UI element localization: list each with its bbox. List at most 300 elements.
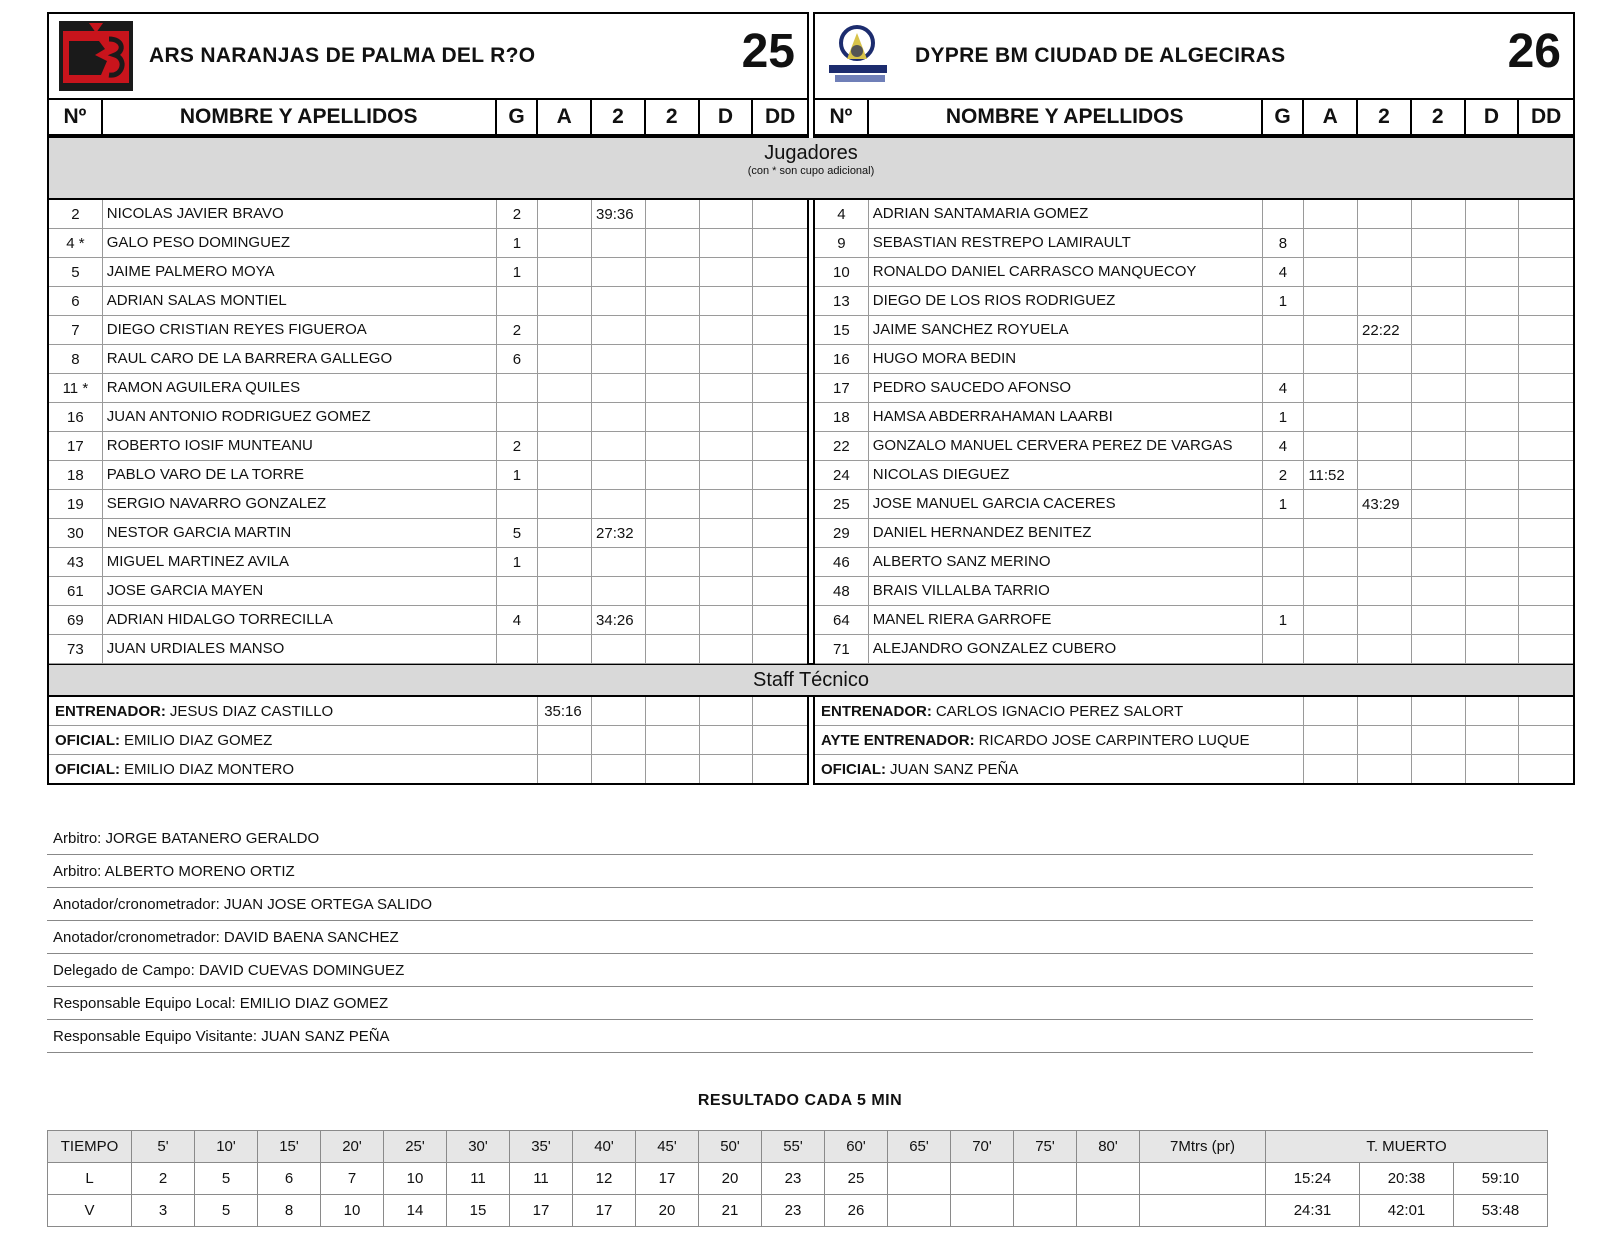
home-team-score: 25 (741, 25, 795, 78)
player-number: 25 (815, 490, 869, 518)
player-row (815, 461, 1573, 490)
player-double-disqualification (1519, 490, 1573, 518)
staff-time (1519, 755, 1573, 783)
player-disqualification (1466, 258, 1520, 286)
player-disqualification (700, 345, 754, 373)
player-suspension-1 (592, 635, 646, 663)
staff-role: OFICIAL: (821, 760, 886, 778)
staff-section-title: Staff Técnico (753, 668, 869, 691)
away-team-header (815, 14, 1573, 100)
player-warning (538, 490, 592, 518)
player-disqualification (1466, 577, 1520, 605)
player-name: MANEL RIERA GARROFE (869, 606, 1263, 634)
player-suspension-1 (1358, 258, 1412, 286)
staff-time (700, 755, 754, 783)
player-goals: 1 (497, 548, 539, 576)
player-disqualification (1466, 548, 1520, 576)
player-goals: 2 (497, 316, 539, 344)
player-row (49, 519, 807, 548)
player-double-disqualification (1519, 577, 1573, 605)
staff-time (592, 697, 646, 725)
player-suspension-1 (592, 432, 646, 460)
player-warning (538, 577, 592, 605)
player-name: HAMSA ABDERRAHAMAN LAARBI (869, 403, 1263, 431)
player-warning (1304, 432, 1358, 460)
player-disqualification (700, 403, 754, 431)
results-score-cell: 17 (510, 1195, 573, 1227)
player-double-disqualification (1519, 606, 1573, 634)
player-row (815, 316, 1573, 345)
player-suspension-2 (1412, 548, 1466, 576)
player-suspension-1 (592, 287, 646, 315)
results-score-cell (888, 1195, 951, 1227)
player-suspension-2 (1412, 200, 1466, 228)
results-score-cell (1014, 1195, 1077, 1227)
results-row (48, 1195, 1548, 1227)
player-double-disqualification (753, 200, 807, 228)
player-name: ADRIAN SANTAMARIA GOMEZ (869, 200, 1263, 228)
player-name: RONALDO DANIEL CARRASCO MANQUECOY (869, 258, 1263, 286)
staff-row (815, 755, 1573, 783)
player-number: 6 (49, 287, 103, 315)
results-header-cell: 20' (321, 1131, 384, 1163)
player-suspension-2 (646, 519, 700, 547)
player-suspension-1 (1358, 635, 1412, 663)
player-suspension-1 (592, 258, 646, 286)
player-warning (1304, 258, 1358, 286)
player-warning (538, 316, 592, 344)
player-suspension-2 (1412, 577, 1466, 605)
staff-member (49, 726, 538, 754)
results-score-cell: 23 (762, 1163, 825, 1195)
staff-time (1412, 726, 1466, 754)
results-header-cell: 60' (825, 1131, 888, 1163)
results-header-row (48, 1131, 1548, 1163)
staff-member (49, 755, 538, 783)
player-suspension-2 (1412, 229, 1466, 257)
player-suspension-1 (592, 403, 646, 431)
player-disqualification (1466, 432, 1520, 460)
player-name: BRAIS VILLALBA TARRIO (869, 577, 1263, 605)
player-number: 16 (815, 345, 869, 373)
player-warning (538, 461, 592, 489)
player-disqualification (1466, 316, 1520, 344)
player-disqualification (1466, 461, 1520, 489)
results-score-cell: 8 (258, 1195, 321, 1227)
col-warning: A (538, 100, 592, 134)
player-disqualification (1466, 490, 1520, 518)
player-disqualification (700, 432, 754, 460)
player-suspension-2 (1412, 635, 1466, 663)
player-number: 2 (49, 200, 103, 228)
player-number: 10 (815, 258, 869, 286)
player-name: DIEGO DE LOS RIOS RODRIGUEZ (869, 287, 1263, 315)
player-disqualification (1466, 200, 1520, 228)
staff-time (538, 755, 592, 783)
staff-time (700, 726, 754, 754)
players-section-note: (con * son cupo adicional) (747, 165, 875, 177)
home-team-header (49, 14, 807, 100)
staff-name: CARLOS IGNACIO PEREZ SALORT (935, 702, 1184, 720)
player-number: 73 (49, 635, 103, 663)
player-double-disqualification (1519, 432, 1573, 460)
player-number: 9 (815, 229, 869, 257)
away-players-table (813, 200, 1575, 664)
player-warning (538, 635, 592, 663)
official-line: Responsable Equipo Visitante: JUAN SANZ PEÑA (47, 1020, 1533, 1053)
staff-tables (47, 697, 1575, 785)
player-name: ADRIAN SALAS MONTIEL (103, 287, 497, 315)
staff-time (592, 726, 646, 754)
player-suspension-2 (646, 548, 700, 576)
player-goals (1263, 519, 1305, 547)
player-suspension-2 (646, 287, 700, 315)
player-suspension-1 (1358, 577, 1412, 605)
player-disqualification (1466, 345, 1520, 373)
player-goals: 1 (497, 258, 539, 286)
player-suspension-2 (1412, 345, 1466, 373)
official-line: Anotador/cronometrador: JUAN JOSE ORTEGA SALIDO (47, 888, 1533, 921)
player-number: 13 (815, 287, 869, 315)
player-warning (538, 258, 592, 286)
player-suspension-2 (646, 374, 700, 402)
player-goals (1263, 200, 1305, 228)
player-row (815, 200, 1573, 229)
results-score-cell: 11 (447, 1163, 510, 1195)
player-warning (1304, 606, 1358, 634)
col-disqualification: D (700, 100, 754, 134)
player-double-disqualification (1519, 461, 1573, 489)
staff-time (1304, 726, 1358, 754)
player-disqualification (700, 548, 754, 576)
player-suspension-1 (1358, 519, 1412, 547)
player-goals (497, 374, 539, 402)
player-name: JUAN URDIALES MANSO (103, 635, 497, 663)
results-header-cell: TIEMPO (48, 1131, 132, 1163)
player-suspension-2 (646, 200, 700, 228)
player-suspension-2 (646, 490, 700, 518)
player-name: ADRIAN HIDALGO TORRECILLA (103, 606, 497, 634)
player-double-disqualification (753, 258, 807, 286)
player-disqualification (1466, 229, 1520, 257)
player-name: SERGIO NAVARRO GONZALEZ (103, 490, 497, 518)
staff-time (1519, 726, 1573, 754)
player-disqualification (700, 577, 754, 605)
player-goals: 4 (1263, 258, 1305, 286)
staff-name: EMILIO DIAZ GOMEZ (124, 731, 273, 749)
player-number: 64 (815, 606, 869, 634)
player-double-disqualification (1519, 345, 1573, 373)
player-goals: 2 (497, 432, 539, 460)
player-double-disqualification (753, 229, 807, 257)
player-goals: 1 (1263, 606, 1305, 634)
player-double-disqualification (1519, 519, 1573, 547)
official-line: Arbitro: JORGE BATANERO GERALDO (47, 822, 1533, 855)
player-suspension-1 (1358, 287, 1412, 315)
player-suspension-1: 27:32 (592, 519, 646, 547)
player-suspension-1 (592, 548, 646, 576)
player-goals: 1 (1263, 490, 1305, 518)
timeout-cell: 20:38 (1360, 1163, 1454, 1195)
staff-time (1466, 697, 1520, 725)
col-num: Nº (815, 100, 869, 134)
player-suspension-1 (592, 316, 646, 344)
player-goals: 8 (1263, 229, 1305, 257)
player-suspension-2 (1412, 403, 1466, 431)
results-header-cell: 75' (1014, 1131, 1077, 1163)
timeout-cell: 53:48 (1454, 1195, 1548, 1227)
away-column-header (815, 100, 1573, 136)
player-suspension-1 (1358, 606, 1412, 634)
player-number: 8 (49, 345, 103, 373)
player-warning (1304, 287, 1358, 315)
player-warning (1304, 345, 1358, 373)
results-score-cell: 3 (132, 1195, 195, 1227)
player-suspension-2 (1412, 287, 1466, 315)
player-number: 7 (49, 316, 103, 344)
official-line: Responsable Equipo Local: EMILIO DIAZ GOMEZ (47, 987, 1533, 1020)
player-double-disqualification (1519, 635, 1573, 663)
results-header-cell: 10' (195, 1131, 258, 1163)
player-number: 18 (815, 403, 869, 431)
player-row (815, 345, 1573, 374)
results-score-cell: 10 (321, 1195, 384, 1227)
results-score-cell: 20 (699, 1163, 762, 1195)
player-row (49, 316, 807, 345)
player-suspension-1 (592, 577, 646, 605)
player-name: SEBASTIAN RESTREPO LAMIRAULT (869, 229, 1263, 257)
player-suspension-2 (646, 258, 700, 286)
staff-member (815, 755, 1304, 783)
results-header-cell: 5' (132, 1131, 195, 1163)
col-name: NOMBRE Y APELLIDOS (869, 100, 1263, 134)
player-number: 15 (815, 316, 869, 344)
player-goals (1263, 635, 1305, 663)
player-row (815, 635, 1573, 664)
player-row (49, 345, 807, 374)
player-number: 24 (815, 461, 869, 489)
player-suspension-1 (1358, 432, 1412, 460)
player-double-disqualification (753, 577, 807, 605)
player-double-disqualification (753, 316, 807, 344)
player-double-disqualification (753, 490, 807, 518)
staff-time (646, 726, 700, 754)
player-row (49, 258, 807, 287)
players-tables (47, 200, 1575, 664)
results-score-cell (1077, 1163, 1140, 1195)
staff-row (49, 755, 807, 783)
staff-row (49, 697, 807, 726)
player-suspension-2 (646, 606, 700, 634)
staff-time (1519, 697, 1573, 725)
player-row (49, 200, 807, 229)
staff-section-header (47, 663, 1575, 697)
player-goals: 2 (497, 200, 539, 228)
timeout-cell: 15:24 (1266, 1163, 1360, 1195)
col-name: NOMBRE Y APELLIDOS (103, 100, 497, 134)
results-score-cell: 14 (384, 1195, 447, 1227)
player-suspension-1 (592, 374, 646, 402)
results-header-cell: 30' (447, 1131, 510, 1163)
away-team-name: DYPRE BM CIUDAD DE ALGECIRAS (915, 44, 1286, 67)
player-goals (1263, 316, 1305, 344)
staff-time (646, 697, 700, 725)
player-row (49, 548, 807, 577)
results-score-cell (888, 1163, 951, 1195)
player-row (49, 490, 807, 519)
players-section-title: Jugadores (764, 142, 858, 164)
player-double-disqualification (753, 345, 807, 373)
player-warning (1304, 519, 1358, 547)
col-suspension-1: 2 (1358, 100, 1412, 134)
player-warning (1304, 229, 1358, 257)
staff-member (815, 726, 1304, 754)
staff-name: EMILIO DIAZ MONTERO (124, 760, 295, 778)
player-name: JAIME PALMERO MOYA (103, 258, 497, 286)
player-warning (1304, 200, 1358, 228)
player-number: 71 (815, 635, 869, 663)
col-double-disqualification: DD (1530, 105, 1562, 128)
player-warning (538, 200, 592, 228)
player-name: PEDRO SAUCEDO AFONSO (869, 374, 1263, 402)
player-warning (538, 403, 592, 431)
player-disqualification (700, 461, 754, 489)
player-disqualification (1466, 374, 1520, 402)
staff-name: JESUS DIAZ CASTILLO (169, 702, 334, 720)
player-goals (1263, 345, 1305, 373)
player-suspension-2 (1412, 490, 1466, 518)
player-double-disqualification (753, 374, 807, 402)
player-warning (1304, 403, 1358, 431)
player-suspension-1 (1358, 200, 1412, 228)
timeout-header: T. MUERTO (1266, 1131, 1548, 1163)
col-goals: G (1263, 100, 1305, 134)
player-goals: 1 (497, 229, 539, 257)
results-header-cell: 40' (573, 1131, 636, 1163)
home-team-block (47, 12, 809, 138)
player-row (49, 577, 807, 606)
results-score-cell (951, 1163, 1014, 1195)
player-suspension-1 (1358, 461, 1412, 489)
col-goals: G (497, 100, 539, 134)
player-name: DANIEL HERNANDEZ BENITEZ (869, 519, 1263, 547)
player-double-disqualification (1519, 316, 1573, 344)
staff-time (700, 697, 754, 725)
player-name: ALBERTO SANZ MERINO (869, 548, 1263, 576)
player-name: ALEJANDRO GONZALEZ CUBERO (869, 635, 1263, 663)
player-number: 43 (49, 548, 103, 576)
player-disqualification (700, 519, 754, 547)
player-suspension-2 (1412, 432, 1466, 460)
timeout-cell: 59:10 (1454, 1163, 1548, 1195)
staff-time (538, 726, 592, 754)
staff-role: ENTRENADOR: (55, 702, 166, 720)
player-row (815, 258, 1573, 287)
player-disqualification (700, 374, 754, 402)
player-double-disqualification (1519, 403, 1573, 431)
player-goals (497, 635, 539, 663)
results-score-cell (1140, 1163, 1266, 1195)
results-score-cell: 21 (699, 1195, 762, 1227)
player-warning (1304, 374, 1358, 402)
player-suspension-2 (1412, 258, 1466, 286)
col-double-disqualification: DD (764, 105, 796, 128)
player-warning (1304, 490, 1358, 518)
player-name: NESTOR GARCIA MARTIN (103, 519, 497, 547)
timeout-cell: 24:31 (1266, 1195, 1360, 1227)
col-disqualification: D (1466, 100, 1520, 134)
staff-role: AYTE ENTRENADOR: (821, 731, 975, 749)
player-goals: 1 (1263, 287, 1305, 315)
player-goals: 6 (497, 345, 539, 373)
player-suspension-2 (646, 316, 700, 344)
player-row (49, 374, 807, 403)
results-header-cell: 50' (699, 1131, 762, 1163)
player-double-disqualification (753, 287, 807, 315)
player-disqualification (700, 258, 754, 286)
player-suspension-1 (1358, 403, 1412, 431)
player-row (815, 403, 1573, 432)
col-suspension-2: 2 (646, 100, 700, 134)
results-header-cell: 65' (888, 1131, 951, 1163)
player-number: 69 (49, 606, 103, 634)
player-disqualification (1466, 519, 1520, 547)
player-warning (538, 519, 592, 547)
results-score-cell: 5 (195, 1195, 258, 1227)
player-double-disqualification (753, 606, 807, 634)
results-score-cell (1140, 1195, 1266, 1227)
player-suspension-2 (646, 635, 700, 663)
results-header-cell: 70' (951, 1131, 1014, 1163)
player-suspension-2 (646, 403, 700, 431)
staff-row (815, 726, 1573, 755)
player-suspension-1 (592, 461, 646, 489)
player-row (49, 432, 807, 461)
player-row (815, 287, 1573, 316)
results-score-cell: 2 (132, 1163, 195, 1195)
player-name: HUGO MORA BEDIN (869, 345, 1263, 373)
results-score-cell: 17 (573, 1195, 636, 1227)
player-goals (497, 403, 539, 431)
player-goals (497, 577, 539, 605)
player-warning: 11:52 (1304, 461, 1358, 489)
player-double-disqualification (1519, 200, 1573, 228)
player-number: 29 (815, 519, 869, 547)
player-number: 19 (49, 490, 103, 518)
player-row (49, 229, 807, 258)
player-suspension-1 (592, 229, 646, 257)
player-suspension-1 (592, 345, 646, 373)
results-score-cell: 7 (321, 1163, 384, 1195)
player-suspension-1: 34:26 (592, 606, 646, 634)
player-number: 17 (49, 432, 103, 460)
results-score-cell: 5 (195, 1163, 258, 1195)
player-double-disqualification (753, 403, 807, 431)
staff-time (1358, 697, 1412, 725)
player-warning (1304, 577, 1358, 605)
player-suspension-1: 22:22 (1358, 316, 1412, 344)
player-goals: 1 (497, 461, 539, 489)
staff-name: RICARDO JOSE CARPINTERO LUQUE (978, 731, 1250, 749)
player-row (49, 461, 807, 490)
player-disqualification (700, 316, 754, 344)
home-team-name: ARS NARANJAS DE PALMA DEL R?O (149, 44, 536, 67)
away-team-score: 26 (1507, 25, 1561, 78)
player-name: JOSE MANUEL GARCIA CACERES (869, 490, 1263, 518)
player-warning (538, 229, 592, 257)
home-staff-table (47, 697, 809, 785)
official-line: Arbitro: ALBERTO MORENO ORTIZ (47, 855, 1533, 888)
